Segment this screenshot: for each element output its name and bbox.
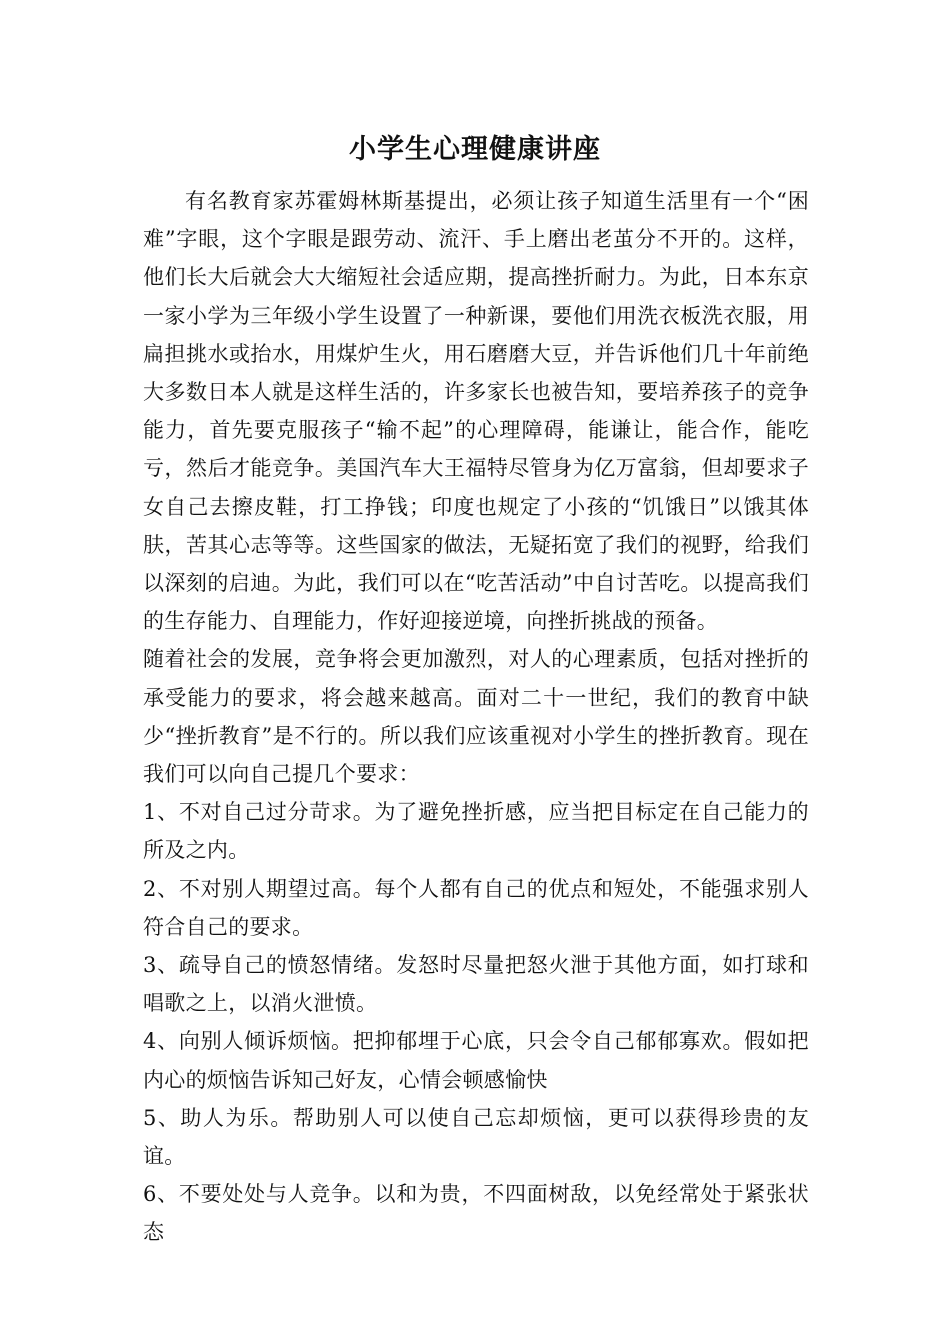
list-item-2: 2、不对别人期望过高。每个人都有自己的优点和短处，不能强求别人符合自己的要求。 [143, 876, 809, 939]
list-item-3: 3、疏导自己的愤怒情绪。发怒时尽量把怒火泄于其他方面，如打球和唱歌之上，以消火泄愤。 [143, 953, 809, 1016]
list-item-6: 6、不要处处与人竞争。以和为贵，不四面树敌，以免经常处于紧张状态 [143, 1182, 809, 1245]
list-item-1: 1、不对自己过分苛求。为了避免挫折感，应当把目标定在自己能力的所及之内。 [143, 800, 809, 863]
document-title: 小学生心理健康讲座 [349, 134, 601, 165]
document-body [143, 182, 809, 1252]
paragraph-requirements-intro: 随着社会的发展，竞争将会更加激烈，对人的心理素质，包括对挫折的承受能力的要求，将会越来越高。面对二十一世纪，我们的教育中缺少“挫折教育”是不行的。所以我们应该重视对小学生的挫折教育。现在我们可以向自己提几个要求： [143, 647, 809, 787]
list-item-5: 5、助人为乐。帮助别人可以使自己忘却烦恼，更可以获得珍贵的友谊。 [143, 1105, 809, 1169]
paragraph-intro: 有名教育家苏霍姆林斯基提出，必须让孩子知道生活里有一个“困难”字眼，这个字眼是跟劳动、流汗、手上磨出老茧分不开的。这样，他们长大后就会大大缩短社会适应期，提高挫折耐力。为此，日本东京一家小学为三年级小学生设置了一种新课，要他们用洗衣板洗衣服，用扁担挑水或抬水，用煤炉生火，用石磨磨大豆，并告诉他们几十年前绝大多数日本人就是这样生活的，许多家长也被告知，要培养孩子的竞争能力，首先要克服孩子“输不起”的心理障碍，能谦让，能合作，能吃亏，然后才能竞争。美国汽车大王福特尽管身为亿万富翁，但却要求子女自己去擦皮鞋，打工挣钱；印度也规定了小孩的“饥饿日”以饿其体肤，苦其心志等等。这些国家的做法，无疑拓宽了我们的视野，给我们以深刻的启迪。为此，我们可以在“吃苦活动”中自讨苦吃。以提高我们的生存能力、自理能力，作好迎接逆境，向挫折挑战的预备。 [143, 189, 809, 634]
list-item-4: 4、向别人倾诉烦恼。把抑郁埋于心底，只会令自己郁郁寡欢。假如把内心的烦恼告诉知己好友，心情会顿感愉快 [143, 1029, 809, 1092]
